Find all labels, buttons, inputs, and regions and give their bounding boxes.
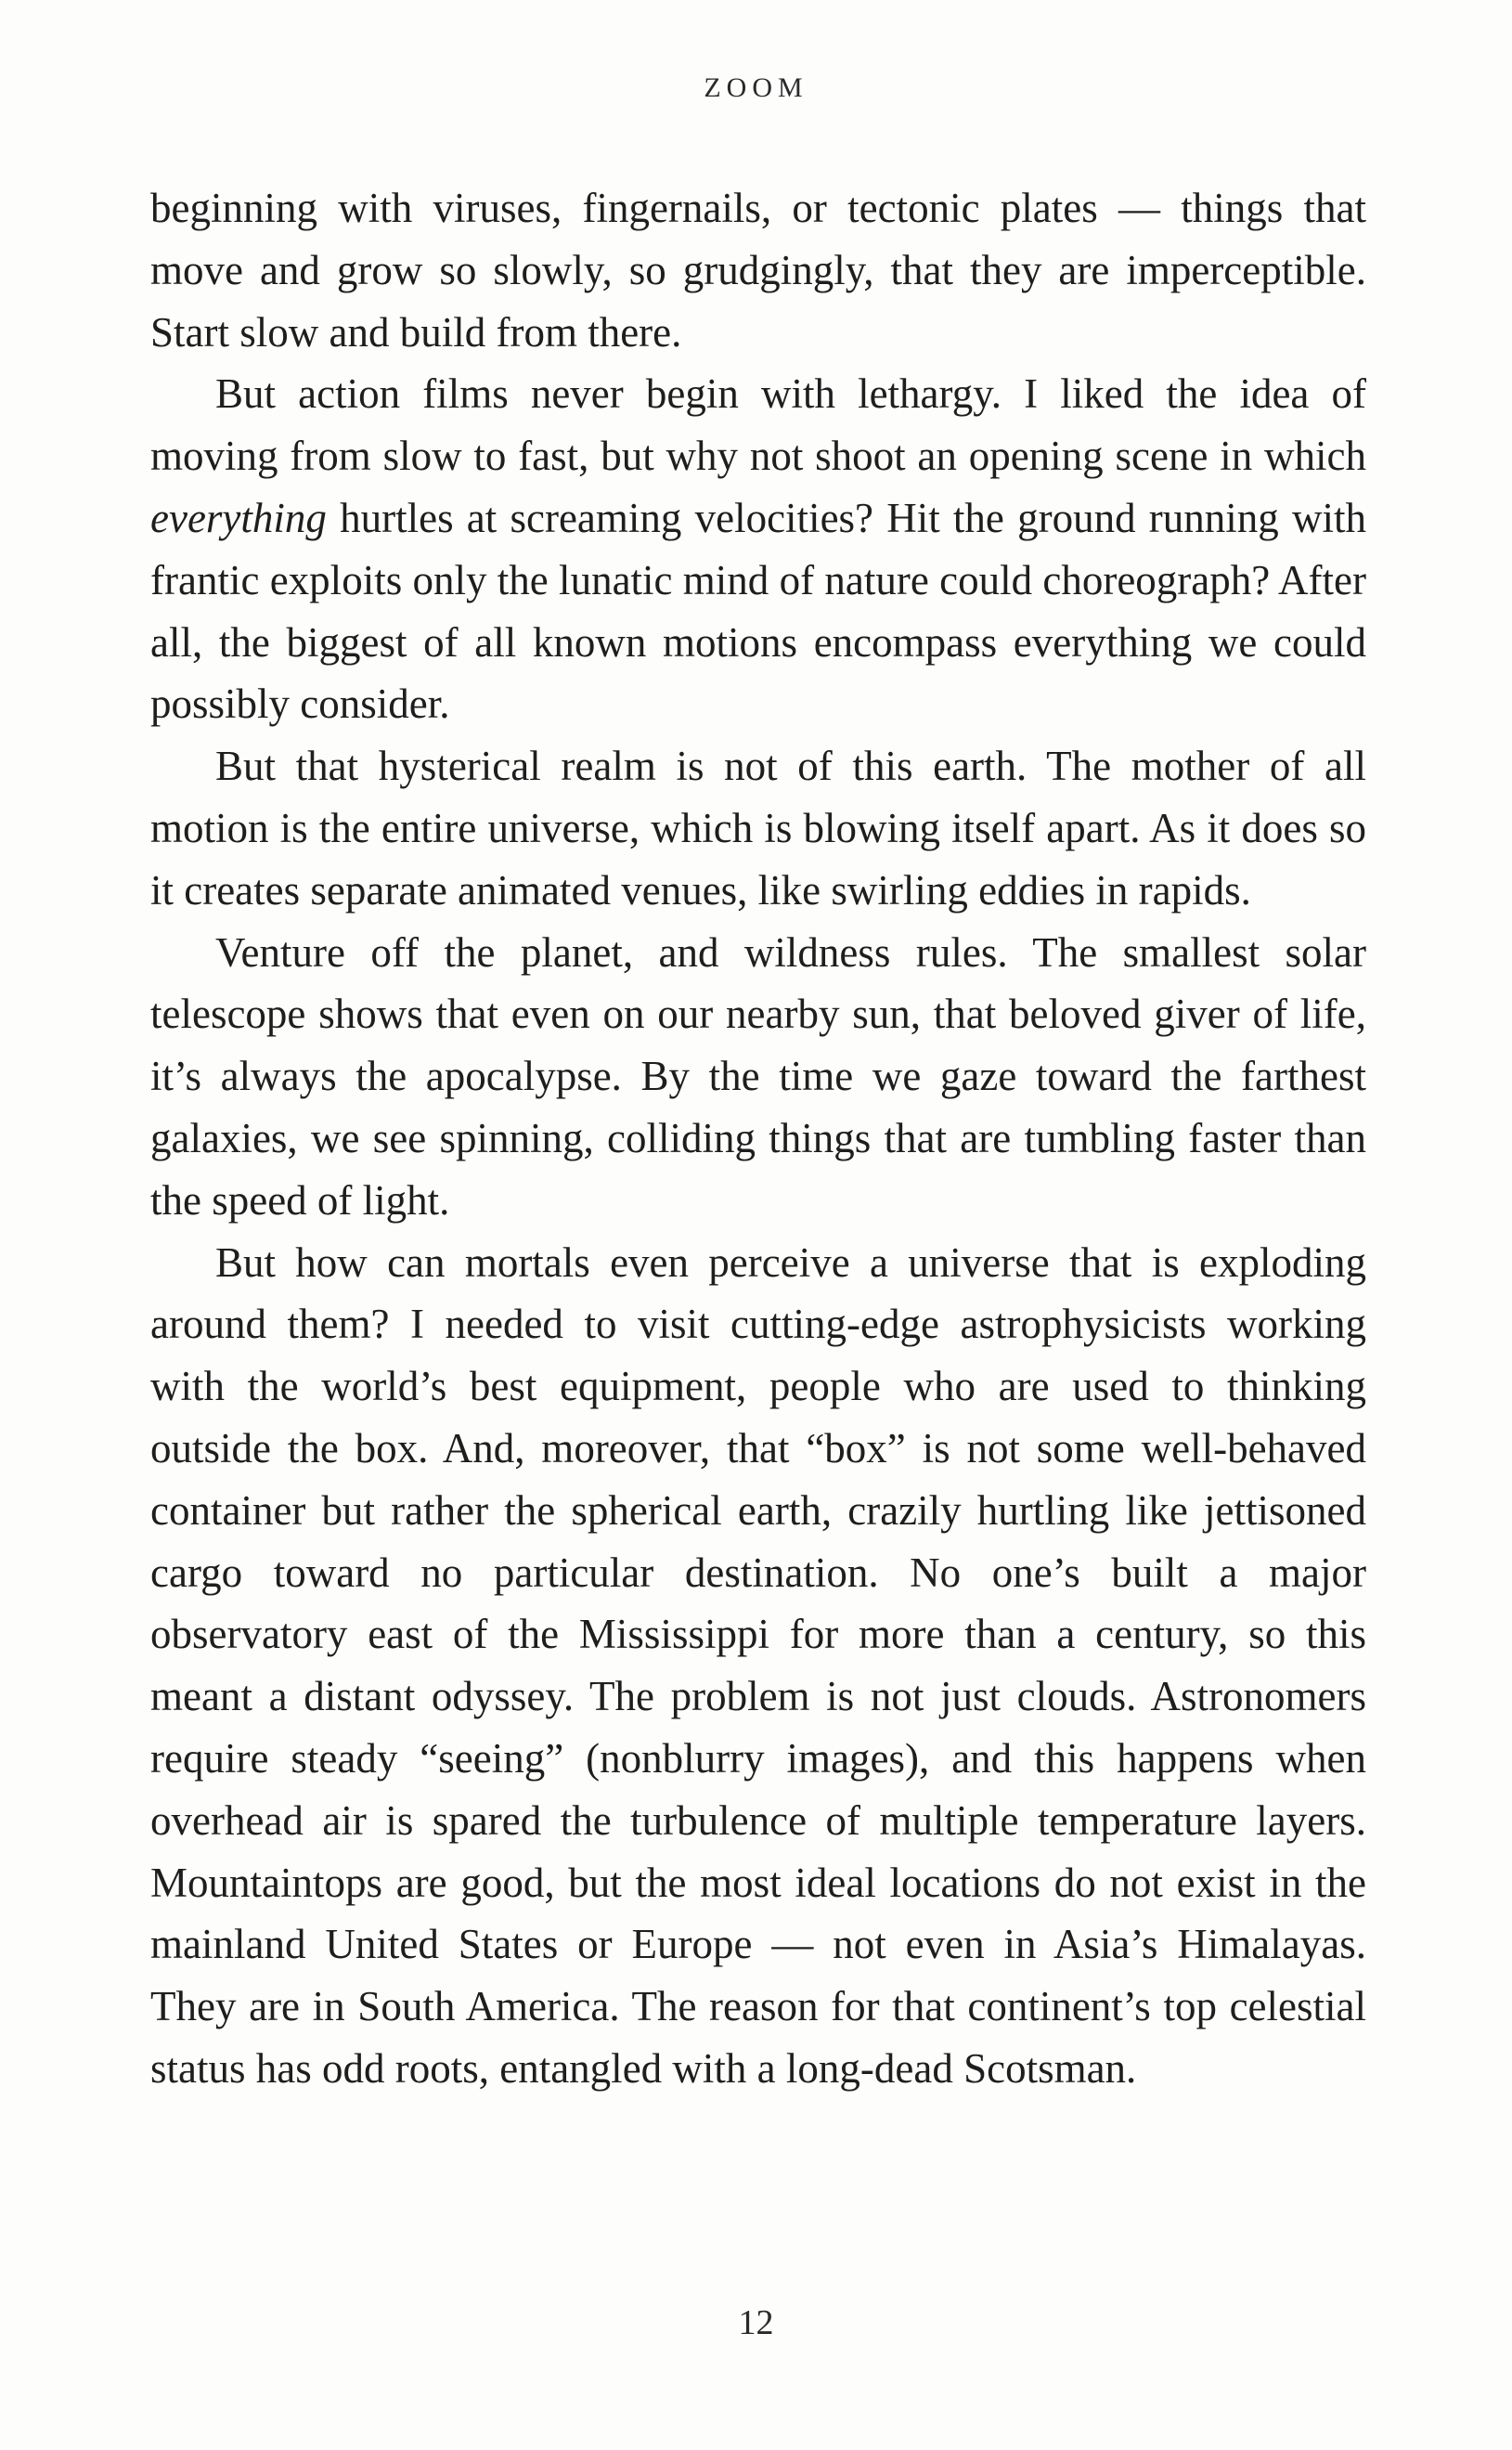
paragraph-2-text-after: hurtles at screaming velocities? Hit the ground running with frantic exploits only the lunatic mind of nature could choreograph? After all, the biggest of all known motions encompass everything we could possibly consider. bbox=[150, 494, 1366, 728]
paragraph-1: beginning with viruses, fingernails, or tectonic plates — things that move and grow so slowly, so grudgingly, that they are imperceptible. Start slow and build from there. bbox=[150, 185, 1366, 356]
paragraph-4: Venture off the planet, and wildness rules. The smallest solar telescope shows that even on our nearby sun, that beloved giver of life, it’s always the apocalypse. By the time we gaze toward the farthest galaxies, we see spinning, colliding things that are tumbling faster than the speed of light. bbox=[150, 928, 1366, 1224]
paragraph-5: But how can mortals even perceive a universe that is exploding around them? I needed to visit cutting-edge astrophysicists working with the world’s best equipment, people who are used to thinking outside the box. And, moreover, that “box” is not some well-behaved container but rather the spherical earth, crazily hurtling like jettisoned cargo toward no particular destination. No one’s built a major observatory east of the Mississippi for more than a century, so this meant a distant odyssey. The problem is not just clouds. Astronomers require steady “seeing” (nonblurry images), and this happens when overhead air is spared the turbulence of multiple temperature layers. Mountaintops are good, but the most ideal locations do not exist in the mainland United States or Europe — not even in Asia’s Himalayas. They are in South America. The reason for that continent’s top celestial status has odd roots, entangled with a long-dead Scotsman. bbox=[150, 1238, 1366, 2092]
emphasis-everything: everything bbox=[150, 494, 327, 541]
body-text bbox=[150, 177, 1366, 2100]
paragraph-2-text-before: But action films never begin with lethargy. I liked the idea of moving from slow to fast, but why not shoot an opening scene in which bbox=[150, 370, 1366, 480]
paragraph-3: But that hysterical realm is not of this earth. The mother of all motion is the entire universe, which is blowing itself apart. As it does so it creates separate animated venues, like swirling eddies in rapids. bbox=[150, 743, 1366, 914]
running-head-title: ZOOM bbox=[704, 72, 808, 103]
paragraph-2 bbox=[150, 363, 1366, 735]
page-number: 12 bbox=[738, 2303, 774, 2342]
